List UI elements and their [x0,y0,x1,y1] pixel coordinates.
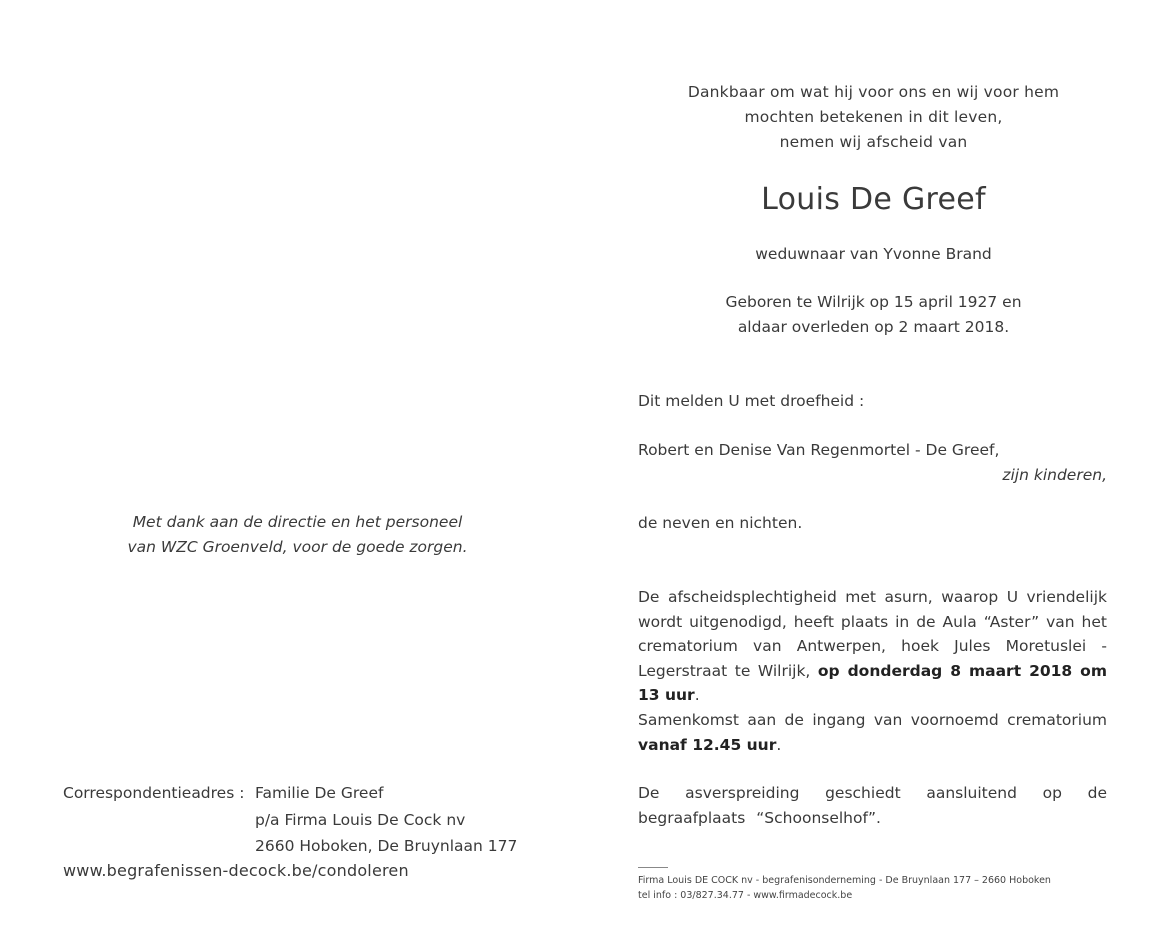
correspondence-line-1: Familie De Greef [255,784,384,802]
funeral-home-footer [638,873,1051,903]
ceremony-paragraph [638,585,1107,708]
scattering-paragraph: De asverspreiding geschiedt aansluitend op de begraafplaats “Schoonselhof”. [638,784,1107,827]
widower-line: weduwnaar van Yvonne Brand [755,245,992,263]
birth-line: Geboren te Wilrijk op 15 april 1927 en [725,293,1022,311]
announcement-intro: Dit melden U met droefheid : [638,392,865,410]
gathering-text: Samenkomst aan de ingang van voornoemd crematorium [638,711,1107,729]
birth-death-info [640,290,1107,340]
footer-divider [638,867,668,868]
ceremony-date: op donderdag 8 maart 2018 om 13 uur [638,661,1107,704]
thanks-line-1: Met dank aan de directie en het personeel [132,513,463,531]
gathering-paragraph [638,708,1107,757]
thanks-line-2: van WZC Groenveld, voor de goede zorgen. [127,538,468,556]
intro-line-1: Dankbaar om wat hij voor ons en wij voor hem [687,83,1060,101]
intro-text [640,80,1107,155]
gathering-end: . [776,735,782,754]
correspondence-line-2: p/a Firma Louis De Cock nv [255,810,466,829]
intro-line-2: mochten betekenen in dit leven, [744,108,1003,126]
correspondence-label: Correspondentieadres : [63,784,245,802]
intro-line-3: nemen wij afscheid van [779,133,968,151]
gathering-time: vanaf 12.45 uur [638,735,777,754]
correspondence-address [255,780,517,860]
correspondence-line-3: 2660 Hoboken, De Bruynlaan 177 [255,837,518,855]
death-line: aldaar overleden op 2 maart 2018. [737,318,1010,336]
ceremony-text: De afscheidsplechtigheid met asurn, waarop U vriendelijk wordt uitgenodigd, heeft plaats in de Aula “Aster” van het crematorium van Antwerpen, hoek Jules Moretuslei - Legerstraat te Wilrijk, [638,588,1107,680]
ceremony-end: . [694,686,700,704]
footer-line-1: Firma Louis DE COCK nv - begrafenisonderneming - De Bruynlaan 177 – 2660 Hoboken [638,875,1051,886]
relatives-line: de neven en nichten. [638,514,803,532]
children-role: zijn kinderen, [1002,465,1107,484]
condolence-website: www.begrafenissen-decock.be/condoleren [63,861,409,880]
children-names: Robert en Denise Van Regenmortel - De Greef, [638,441,1000,459]
deceased-name: Louis De Greef [761,182,986,217]
footer-line-2: tel info : 03/827.34.77 - www.firmadecock.be [638,890,853,901]
children-block [638,438,1107,487]
thanks-note [60,510,535,560]
